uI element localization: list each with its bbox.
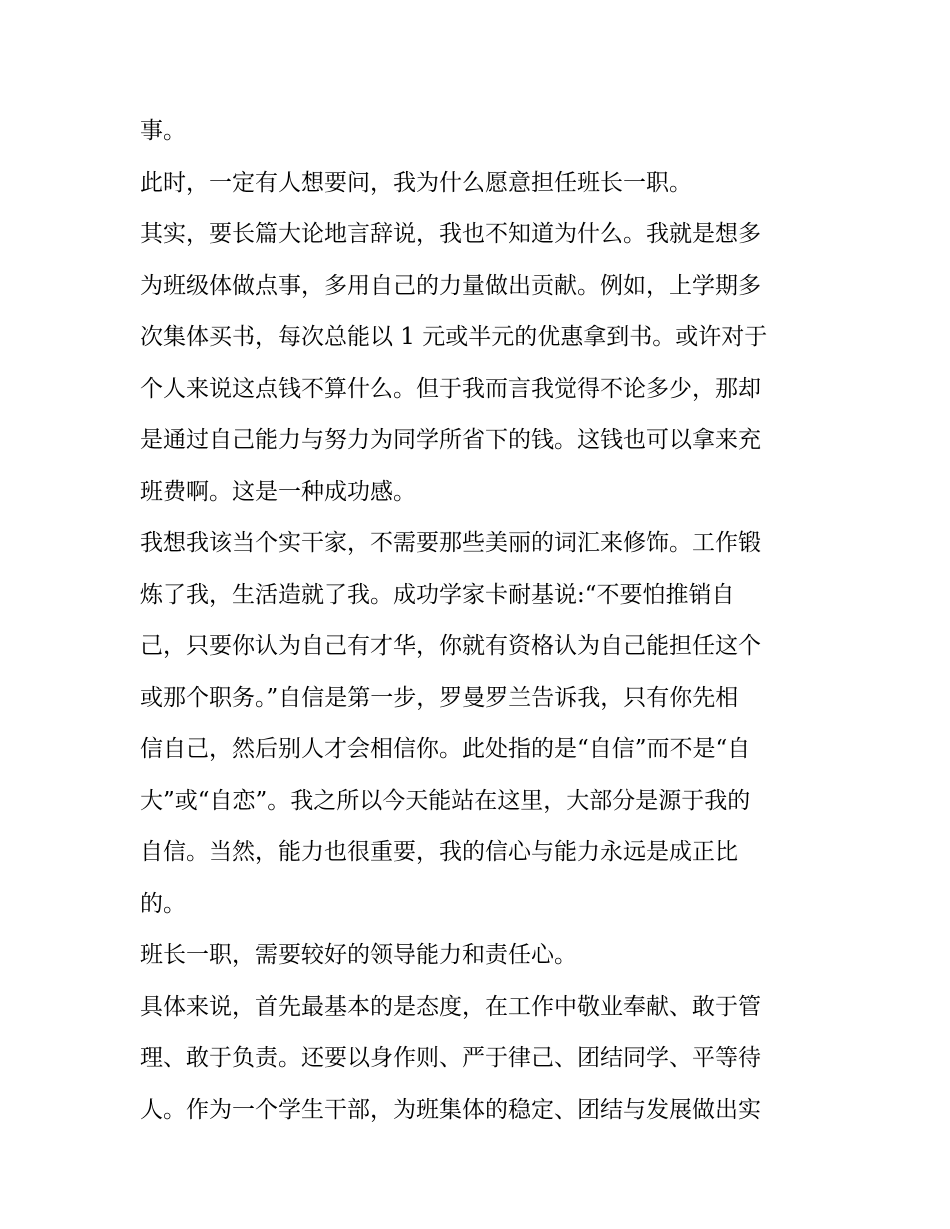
text-line: 次集体买书，每次总能以 1 元或半元的优惠拿到书。或许对于 (140, 324, 768, 350)
text-line: 炼了我，生活造就了我。成功学家卡耐基说:“不要怕推销自 (140, 581, 735, 608)
text-line: 理、敢于负责。还要以身作则、严于律己、团结同学、平等待 (140, 1045, 761, 1071)
text-line: 或那个职务。”自信是第一步，罗曼罗兰告诉我，只有你先相 (140, 684, 739, 711)
text-line: 班长一职，需要较好的领导能力和责任心。 (140, 942, 577, 968)
text-line: 其实，要长篇大论地言辞说，我也不知道为什么。我就是想多 (140, 221, 761, 247)
text-line: 个人来说这点钱不算什么。但于我而言我觉得不论多少，那却 (140, 375, 761, 402)
text-line: 大”或“自恋”。我之所以今天能站在这里，大部分是源于我的 (140, 787, 751, 814)
text-line: 自信。当然，能力也很重要，我的信心与能力永远是成正比 (140, 839, 738, 865)
text-line: 为班级体做点事，多用自己的力量做出贡献。例如，上学期多 (140, 272, 761, 299)
text-line: 班费啊。这是一种成功感。 (140, 478, 416, 505)
text-line: 我想我该当个实干家，不需要那些美丽的词汇来修饰。工作锻 (140, 530, 761, 556)
text-line: 人。作为一个学生干部，为班集体的稳定、团结与发展做出实 (140, 1096, 761, 1123)
text-line: 的。 (140, 890, 186, 917)
text-line: 信自己，然后别人才会相信你。此处指的是“自信”而不是“自 (140, 736, 751, 762)
text-line: 具体来说，首先最基本的是态度，在工作中敬业奉献、敢于管 (140, 993, 761, 1020)
document-body (140, 106, 820, 1136)
text-line: 是通过自己能力与努力为同学所省下的钱。这钱也可以拿来充 (140, 427, 761, 453)
text-line: 此时，一定有人想要问，我为什么愿意担任班长一职。 (140, 169, 692, 196)
text-line: 己，只要你认为自己有才华，你就有资格认为自己能担任这个 (140, 633, 761, 659)
text-line: 事。 (140, 118, 186, 144)
